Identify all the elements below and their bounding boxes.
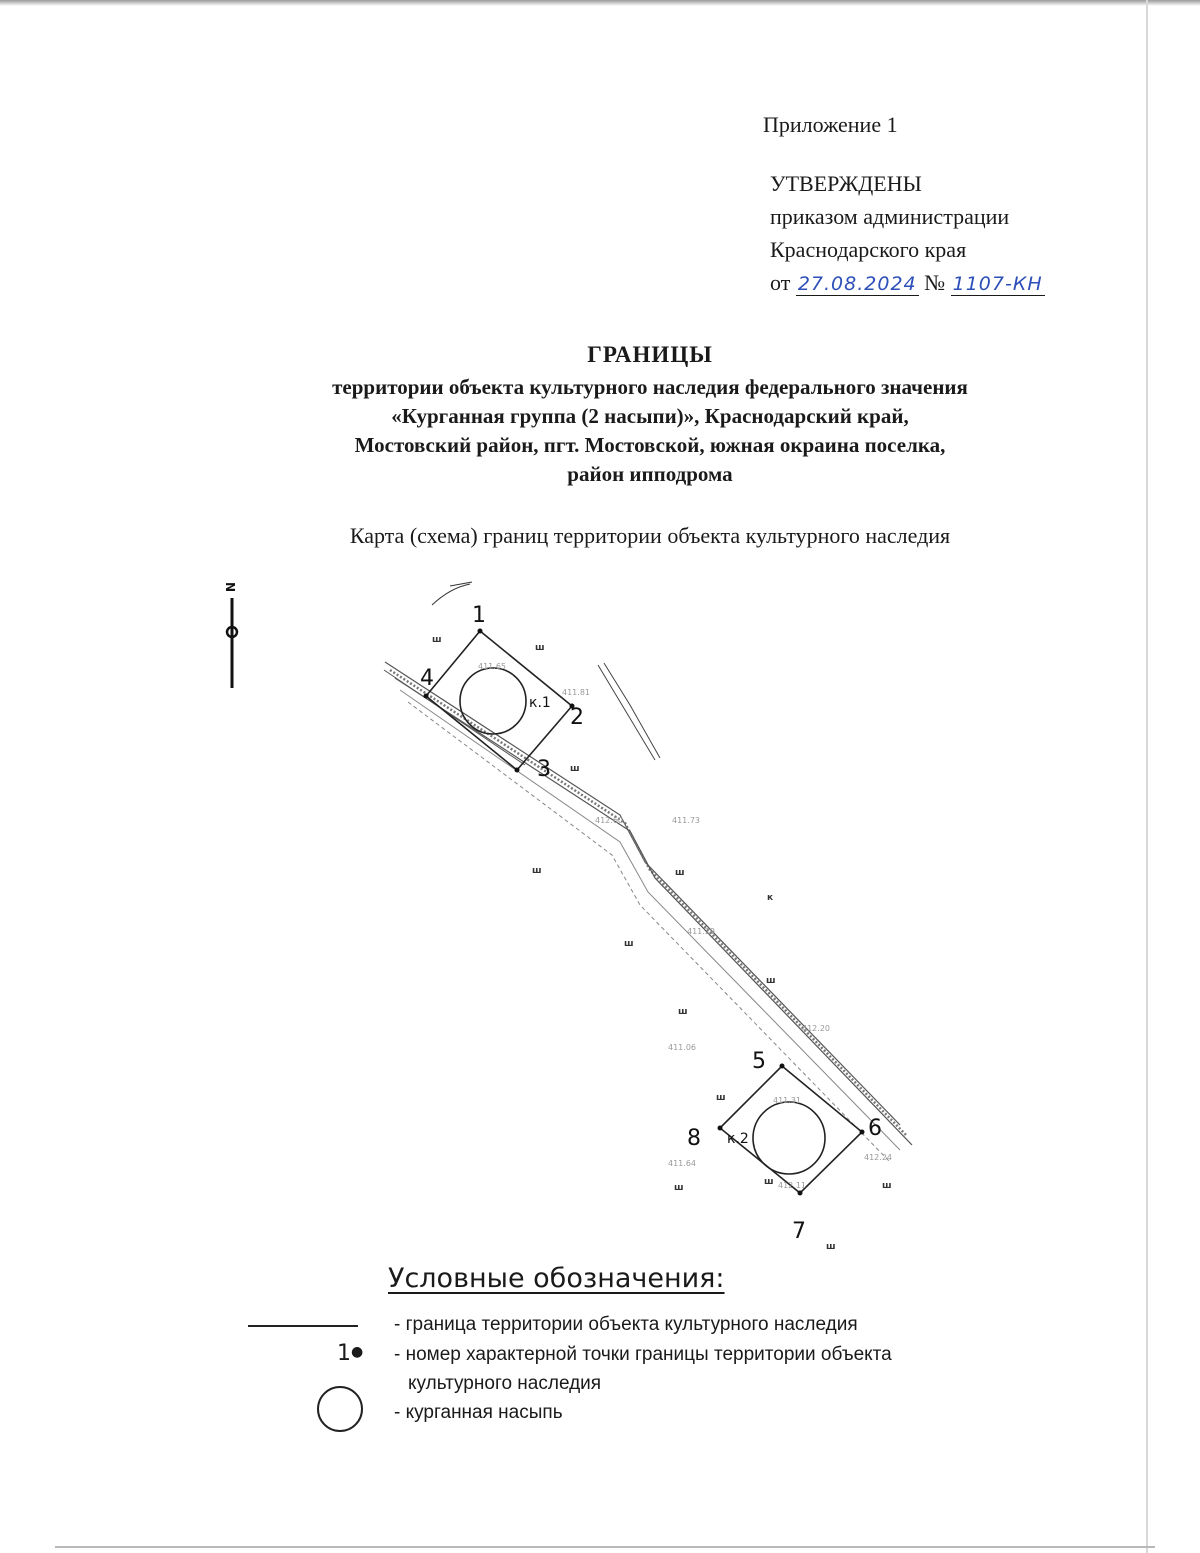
number-prefix: № — [924, 270, 946, 295]
point-label-7: 7 — [792, 1219, 806, 1244]
date-prefix: от — [770, 270, 791, 295]
legend-title: Условные обозначения: — [388, 1263, 725, 1294]
arc-mark — [432, 584, 470, 605]
legend-point-number: 1 — [337, 1341, 351, 1366]
point-label-4: 4 — [420, 666, 434, 691]
legend-point-text: - номер характерной точки границы территории объекта — [394, 1344, 892, 1365]
svg-text:ш: ш — [764, 1177, 774, 1187]
mound-label-2: к.2 — [727, 1131, 749, 1147]
approved-by-line: приказом администрации — [770, 204, 1010, 229]
handwritten-date: 27.08.2024 — [797, 273, 917, 295]
title-main: ГРАНИЦЫ — [587, 342, 713, 367]
appendix-label: Приложение 1 — [763, 112, 898, 137]
title-line-4: район ипподрома — [567, 462, 733, 486]
legend-point-text-cont: культурного наследия — [408, 1373, 602, 1394]
approved-heading: УТВЕРЖДЕНЫ — [770, 171, 922, 196]
svg-text:ш: ш — [432, 635, 442, 645]
svg-text:к: к — [767, 893, 774, 903]
title-line-1: территории объекта культурного наследия федерального значения — [332, 375, 968, 399]
approval-block — [770, 167, 1045, 301]
point-label-2: 2 — [570, 705, 584, 730]
point-label-8: 8 — [687, 1126, 701, 1151]
elevation-label: 412.60 — [595, 816, 623, 825]
point-label-6: 6 — [868, 1116, 882, 1141]
svg-text:ш: ш — [882, 1181, 892, 1191]
svg-text:ш: ш — [570, 764, 580, 774]
legend-point-dot-icon: ● — [351, 1344, 364, 1360]
elevation-label: 412.20 — [802, 1024, 830, 1033]
boundary-map — [200, 570, 960, 1260]
svg-text:ш: ш — [826, 1242, 836, 1252]
svg-text:ш: ш — [624, 939, 634, 949]
point-label-5: 5 — [752, 1049, 766, 1074]
elevation-label: 411.65 — [478, 662, 506, 671]
elevation-label: 411.31 — [773, 1096, 801, 1105]
elevation-label: 411.64 — [668, 1159, 696, 1168]
scan-edge-right — [1146, 0, 1148, 1553]
legend-boundary-text: - граница территории объекта культурного наследия — [394, 1314, 858, 1335]
approval-date-row — [770, 266, 1045, 301]
svg-text:ш: ш — [716, 1093, 726, 1103]
point-label-1: 1 — [472, 603, 486, 628]
svg-text:ш: ш — [766, 976, 776, 986]
elevation-label: 411.81 — [562, 688, 590, 697]
svg-text:ш: ш — [532, 866, 542, 876]
map-symbols — [432, 635, 892, 1252]
elevation-label: 412.11 — [778, 1181, 806, 1190]
title-line-2: «Курганная группа (2 насыпи)», Краснодарский край, — [391, 404, 909, 428]
north-arrow-icon — [223, 582, 237, 688]
approved-region-line: Краснодарского края — [770, 237, 967, 262]
north-label: N — [223, 582, 237, 593]
mound-circle-1 — [460, 668, 526, 734]
legend-point-sample — [337, 1339, 363, 1367]
elevation-label: 411.06 — [668, 1043, 696, 1052]
svg-text:ш: ш — [535, 643, 545, 653]
scan-edge-bottom — [55, 1546, 1155, 1548]
svg-text:ш: ш — [678, 1007, 688, 1017]
elevation-label: 411.29 — [687, 927, 715, 936]
mound-circle-2 — [753, 1102, 825, 1174]
svg-text:ш: ш — [675, 868, 685, 878]
legend-mound-circle-icon — [317, 1386, 363, 1432]
point-label-3: 3 — [537, 757, 551, 782]
elevation-label: 412.24 — [864, 1153, 892, 1162]
legend-boundary-line-icon — [248, 1325, 358, 1327]
svg-text:ш: ш — [674, 1183, 684, 1193]
handwritten-number: 1107-КН — [952, 273, 1043, 295]
legend-mound-text: - курганная насыпь — [394, 1402, 563, 1423]
document-title — [200, 340, 1100, 489]
map-caption: Карта (схема) границ территории объекта культурного наследия — [349, 523, 951, 548]
title-line-3: Мостовский район, пгт. Мостовской, южная окраина поселка, — [354, 433, 946, 457]
scan-edge-top — [0, 0, 1200, 6]
elevation-label: 411.73 — [672, 816, 700, 825]
mound-label-1: к.1 — [529, 695, 551, 711]
